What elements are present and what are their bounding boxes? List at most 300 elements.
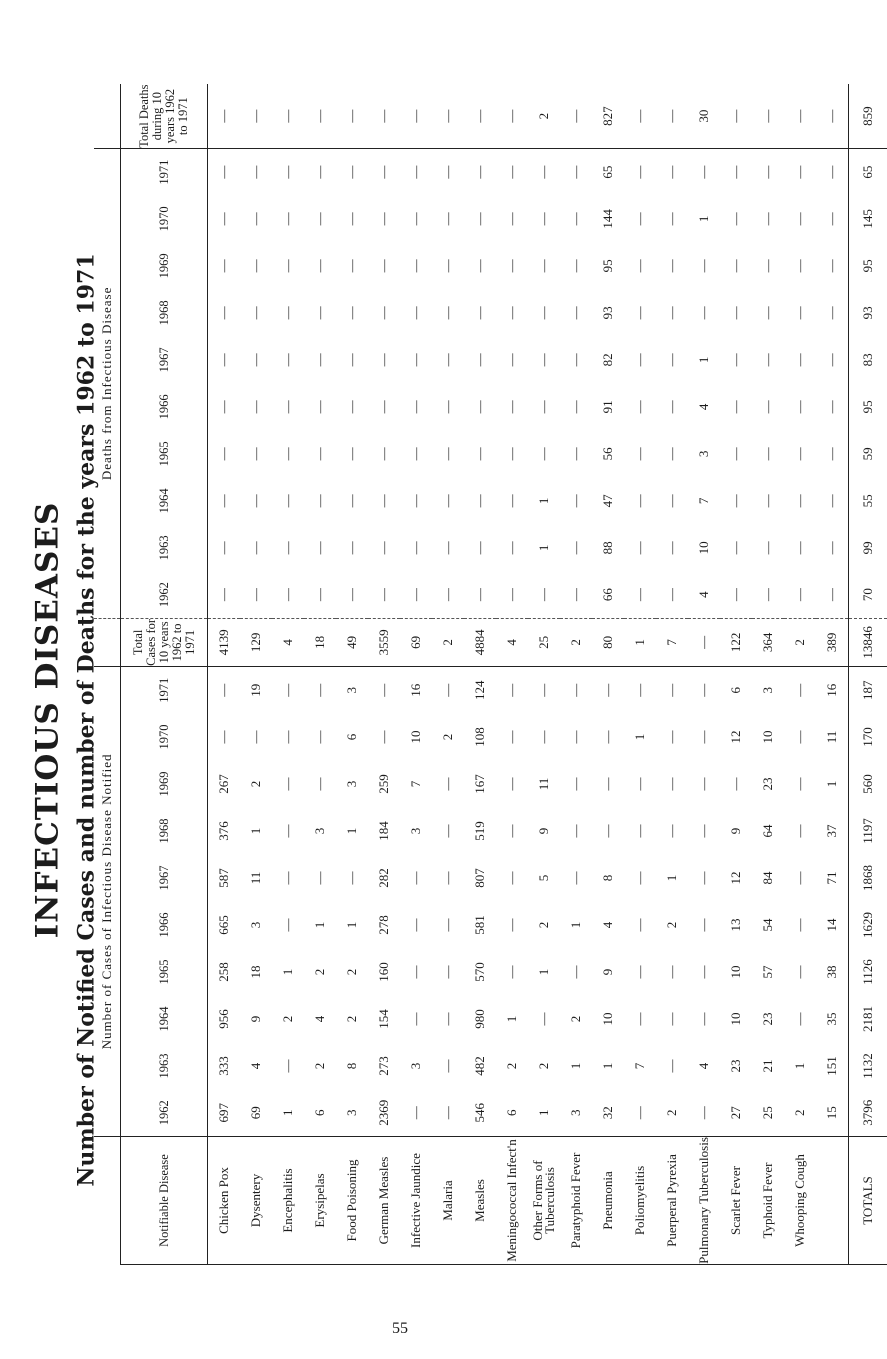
death-count-cell: — — [624, 571, 656, 618]
table-row — [688, 84, 720, 1264]
case-count-cell: 258 — [216, 962, 231, 982]
death-count-cell: — — [376, 306, 391, 320]
case-count-cell: — — [344, 871, 359, 885]
death-count-cell: — — [216, 400, 231, 414]
case-count-cell: 3 — [336, 1090, 368, 1137]
death-count-cell: — — [664, 447, 679, 461]
case-count-cell: 1 — [344, 921, 359, 929]
total-cases-cell: 80 — [592, 618, 624, 666]
case-count-cell: 18 — [248, 965, 263, 979]
disease-name: Poliomyelitis — [624, 1137, 656, 1265]
case-count-cell: 10 — [408, 730, 423, 744]
case-count-cell: 10 — [600, 1012, 615, 1026]
death-count-cell: — — [376, 541, 391, 555]
death-count-cell: — — [312, 259, 327, 273]
death-count-cell: — — [344, 259, 359, 273]
case-count-cell: 2 — [440, 733, 455, 741]
header-cases-year: 1966 — [121, 902, 208, 949]
death-count-cell: — — [560, 571, 592, 618]
case-count-cell: 64 — [760, 824, 775, 838]
case-count-cell: — — [280, 918, 295, 932]
disease-name: Dysentery — [240, 1137, 272, 1265]
death-count-cell: — — [792, 541, 807, 555]
death-count-cell: — — [728, 494, 743, 508]
disease-name: Chicken Pox — [208, 1137, 241, 1265]
table-row — [336, 84, 368, 1264]
case-count-cell: 2 — [568, 1015, 583, 1023]
total-cases-cell: 1 — [624, 618, 656, 666]
case-count-cell: 2 — [504, 1062, 519, 1070]
totals-deaths-cell: 93 — [849, 289, 887, 336]
death-count-cell: — — [728, 541, 743, 555]
total-cases-cell: 18 — [304, 618, 336, 666]
death-count-cell: — — [760, 494, 775, 508]
case-count-cell: 1 — [248, 827, 263, 835]
death-count-cell: — — [368, 571, 400, 618]
group-header-spacer-2 — [94, 618, 121, 666]
case-count-cell: 38 — [824, 965, 839, 979]
death-count-cell: — — [280, 212, 295, 226]
header-deaths-year: 1963 — [121, 524, 208, 571]
total-deaths-cell: — — [784, 84, 816, 148]
death-count-cell: — — [632, 212, 647, 226]
case-count-cell: — — [728, 777, 743, 791]
death-count-cell: — — [536, 306, 551, 320]
death-count-cell: — — [792, 165, 807, 179]
case-count-cell: 546 — [464, 1090, 496, 1137]
case-count-cell: 27 — [720, 1090, 752, 1137]
total-deaths-cell: — — [240, 84, 272, 148]
death-count-cell: — — [464, 571, 496, 618]
case-count-cell: — — [696, 965, 711, 979]
death-count-cell: — — [760, 306, 775, 320]
case-count-cell: — — [664, 1059, 679, 1073]
death-count-cell: 1 — [536, 497, 551, 505]
table-row — [816, 84, 849, 1264]
total-cases-cell: 3559 — [368, 618, 400, 666]
death-count-cell: — — [696, 165, 711, 179]
case-count-cell: 69 — [240, 1090, 272, 1137]
death-count-cell: — — [504, 212, 519, 226]
case-count-cell: 519 — [472, 821, 487, 841]
case-count-cell: — — [312, 730, 327, 744]
case-count-cell: 3 — [344, 780, 359, 788]
case-count-cell: 3 — [344, 686, 359, 694]
case-count-cell: — — [568, 824, 583, 838]
case-count-cell: 167 — [472, 774, 487, 794]
disease-name: Erysipelas — [304, 1137, 336, 1265]
total-cases-cell: 4139 — [208, 618, 241, 666]
death-count-cell: — — [536, 259, 551, 273]
case-count-cell: 57 — [760, 965, 775, 979]
case-count-cell: — — [504, 824, 519, 838]
death-count-cell: — — [792, 306, 807, 320]
case-count-cell: — — [696, 683, 711, 697]
totals-cases-cell: 1126 — [849, 949, 887, 996]
case-count-cell: — — [536, 683, 551, 697]
death-count-cell: — — [728, 353, 743, 367]
death-count-cell: — — [664, 259, 679, 273]
case-count-cell: — — [280, 730, 295, 744]
disease-name — [816, 1137, 849, 1265]
death-count-cell: — — [280, 447, 295, 461]
death-count-cell: — — [632, 400, 647, 414]
table-row — [720, 84, 752, 1264]
case-count-cell: 587 — [216, 868, 231, 888]
case-count-cell: — — [504, 730, 519, 744]
total-cases-cell: 49 — [336, 618, 368, 666]
death-count-cell: — — [336, 571, 368, 618]
total-deaths-cell: — — [560, 84, 592, 148]
death-count-cell: — — [664, 400, 679, 414]
death-count-cell: — — [472, 306, 487, 320]
death-count-cell: 7 — [696, 497, 711, 505]
death-count-cell: — — [664, 165, 679, 179]
case-count-cell: — — [312, 871, 327, 885]
death-count-cell: — — [408, 212, 423, 226]
case-count-cell: 9 — [248, 1015, 263, 1023]
death-count-cell: — — [728, 165, 743, 179]
case-count-cell: — — [568, 871, 583, 885]
table-row — [528, 84, 560, 1264]
case-count-cell: — — [536, 730, 551, 744]
case-count-cell: — — [664, 1012, 679, 1026]
death-count-cell: — — [568, 494, 583, 508]
death-count-cell: — — [792, 400, 807, 414]
death-count-cell: — — [248, 259, 263, 273]
death-count-cell: — — [376, 447, 391, 461]
death-count-cell: — — [408, 494, 423, 508]
death-count-cell: — — [504, 400, 519, 414]
case-count-cell: 2 — [784, 1090, 816, 1137]
case-count-cell: 2 — [664, 921, 679, 929]
death-count-cell: — — [632, 306, 647, 320]
death-count-cell: — — [216, 165, 231, 179]
case-count-cell: — — [696, 1012, 711, 1026]
case-count-cell: 84 — [760, 871, 775, 885]
case-count-cell: — — [792, 871, 807, 885]
death-count-cell: — — [408, 400, 423, 414]
death-count-cell: 47 — [600, 494, 615, 508]
death-count-cell: — — [568, 353, 583, 367]
death-count-cell: — — [312, 212, 327, 226]
death-count-cell: — — [824, 353, 839, 367]
death-count-cell: — — [400, 571, 432, 618]
case-count-cell: 15 — [816, 1090, 849, 1137]
death-count-cell: — — [440, 400, 455, 414]
grand-total-cases: 13846 — [849, 618, 887, 666]
death-count-cell: — — [376, 400, 391, 414]
death-count-cell: 56 — [600, 447, 615, 461]
case-count-cell: — — [248, 730, 263, 744]
header-deaths-year: 1967 — [121, 336, 208, 383]
case-count-cell: 10 — [760, 730, 775, 744]
case-count-cell: — — [504, 965, 519, 979]
death-count-cell: — — [312, 541, 327, 555]
death-count-cell: — — [760, 165, 775, 179]
case-count-cell: — — [408, 1012, 423, 1026]
case-count-cell: — — [792, 683, 807, 697]
case-count-cell: 2 — [312, 1062, 327, 1070]
header-cases-year: 1964 — [121, 996, 208, 1043]
death-count-cell: — — [632, 353, 647, 367]
case-count-cell: — — [312, 683, 327, 697]
case-count-cell: — — [664, 730, 679, 744]
case-count-cell: 12 — [728, 730, 743, 744]
case-count-cell: — — [408, 918, 423, 932]
death-count-cell: — — [536, 165, 551, 179]
total-deaths-cell: — — [496, 84, 528, 148]
case-count-cell: 2 — [536, 921, 551, 929]
case-count-cell: — — [376, 683, 391, 697]
case-count-cell: — — [792, 1012, 807, 1026]
case-count-cell: — — [624, 1090, 656, 1137]
totals-deaths-cell: 55 — [849, 477, 887, 524]
death-count-cell: — — [824, 212, 839, 226]
death-count-cell: — — [728, 259, 743, 273]
totals-deaths-cell: 65 — [849, 148, 887, 195]
total-cases-cell: 7 — [656, 618, 688, 666]
case-count-cell: — — [696, 824, 711, 838]
case-count-cell: 4 — [248, 1062, 263, 1070]
death-count-cell: 88 — [600, 541, 615, 555]
death-count-cell: — — [728, 400, 743, 414]
disease-name: Food Poisoning — [336, 1137, 368, 1265]
case-count-cell: — — [280, 824, 295, 838]
case-count-cell: 956 — [216, 1009, 231, 1029]
death-count-cell: — — [376, 259, 391, 273]
disease-name: German Measles — [368, 1137, 400, 1265]
case-count-cell: — — [792, 824, 807, 838]
case-count-cell: 10 — [728, 965, 743, 979]
death-count-cell: — — [280, 306, 295, 320]
total-deaths-cell: — — [816, 84, 849, 148]
death-count-cell: — — [536, 353, 551, 367]
case-count-cell: 6 — [344, 733, 359, 741]
death-count-cell: — — [504, 447, 519, 461]
total-deaths-cell: — — [272, 84, 304, 148]
death-count-cell: — — [216, 353, 231, 367]
disease-name: Paratyphoid Fever — [560, 1137, 592, 1265]
death-count-cell: — — [376, 212, 391, 226]
death-count-cell: 144 — [600, 209, 615, 229]
total-deaths-cell: — — [368, 84, 400, 148]
case-count-cell: 37 — [824, 824, 839, 838]
death-count-cell: — — [824, 447, 839, 461]
case-count-cell: — — [280, 1059, 295, 1073]
grand-total-deaths: 859 — [849, 84, 887, 148]
case-count-cell: 13 — [728, 918, 743, 932]
totals-deaths-cell: 95 — [849, 383, 887, 430]
death-count-cell: — — [280, 165, 295, 179]
case-count-cell: — — [440, 1012, 455, 1026]
case-count-cell: 581 — [472, 915, 487, 935]
header-deaths-year: 1964 — [121, 477, 208, 524]
case-count-cell: — — [632, 824, 647, 838]
case-count-cell: 1 — [312, 921, 327, 929]
total-deaths-cell: — — [720, 84, 752, 148]
case-count-cell: 2 — [344, 1015, 359, 1023]
death-count-cell: — — [248, 306, 263, 320]
death-count-cell: — — [312, 447, 327, 461]
case-count-cell: 259 — [376, 774, 391, 794]
death-count-cell: — — [568, 165, 583, 179]
death-count-cell: — — [208, 571, 241, 618]
total-cases-cell: 122 — [720, 618, 752, 666]
total-deaths-cell: — — [432, 84, 464, 148]
death-count-cell: 4 — [696, 403, 711, 411]
disease-name: Puerperal Pyrexia — [656, 1137, 688, 1265]
death-count-cell: — — [376, 353, 391, 367]
case-count-cell: — — [600, 824, 615, 838]
death-count-cell: — — [696, 259, 711, 273]
death-count-cell: — — [824, 494, 839, 508]
death-count-cell: — — [720, 571, 752, 618]
death-count-cell: — — [504, 165, 519, 179]
case-count-cell: 8 — [344, 1062, 359, 1070]
totals-deaths-cell: 59 — [849, 430, 887, 477]
case-count-cell: 10 — [728, 1012, 743, 1026]
death-count-cell: 1 — [696, 356, 711, 364]
total-deaths-cell: — — [400, 84, 432, 148]
case-count-cell: 2 — [280, 1015, 295, 1023]
death-count-cell: — — [792, 447, 807, 461]
case-count-cell: — — [632, 777, 647, 791]
death-count-cell: — — [792, 494, 807, 508]
death-count-cell: — — [408, 541, 423, 555]
death-count-cell: — — [760, 541, 775, 555]
death-count-cell: — — [568, 447, 583, 461]
death-count-cell: — — [440, 353, 455, 367]
total-cases-cell: 4884 — [464, 618, 496, 666]
table-row — [752, 84, 784, 1264]
death-count-cell: — — [632, 165, 647, 179]
death-count-cell: — — [664, 353, 679, 367]
case-count-cell: — — [696, 777, 711, 791]
case-count-cell: — — [696, 918, 711, 932]
death-count-cell: — — [504, 353, 519, 367]
group-header-spacer-3 — [94, 84, 121, 148]
death-count-cell: — — [632, 494, 647, 508]
case-count-cell: 9 — [600, 968, 615, 976]
death-count-cell: — — [824, 400, 839, 414]
death-count-cell: — — [344, 447, 359, 461]
death-count-cell: — — [440, 447, 455, 461]
totals-cases-cell: 1629 — [849, 902, 887, 949]
case-count-cell: 1 — [272, 1090, 304, 1137]
death-count-cell: — — [440, 165, 455, 179]
case-count-cell: 6 — [728, 686, 743, 694]
case-count-cell: 1 — [664, 874, 679, 882]
death-count-cell: — — [760, 353, 775, 367]
case-count-cell: — — [632, 683, 647, 697]
case-count-cell: — — [600, 730, 615, 744]
header-deaths-year: 1965 — [121, 430, 208, 477]
case-count-cell: — — [280, 683, 295, 697]
totals-cases-cell: 1132 — [849, 1043, 887, 1090]
case-count-cell: — — [280, 777, 295, 791]
header-cases-year: 1962 — [121, 1090, 208, 1137]
header-cases-year: 1965 — [121, 949, 208, 996]
table-row — [240, 84, 272, 1264]
case-count-cell: 3 — [760, 686, 775, 694]
death-count-cell: — — [248, 494, 263, 508]
header-deaths-year: 1968 — [121, 289, 208, 336]
case-count-cell: — — [408, 965, 423, 979]
death-count-cell: — — [504, 259, 519, 273]
case-count-cell: 1 — [568, 921, 583, 929]
case-count-cell: — — [312, 777, 327, 791]
death-count-cell: — — [664, 541, 679, 555]
disease-name: Other Forms of Tuberculosis — [528, 1137, 560, 1265]
table-row — [432, 84, 464, 1264]
case-count-cell: — — [376, 730, 391, 744]
death-count-cell: — — [312, 494, 327, 508]
case-count-cell: 2 — [656, 1090, 688, 1137]
total-deaths-cell: — — [656, 84, 688, 148]
death-count-cell: — — [792, 259, 807, 273]
death-count-cell: — — [408, 306, 423, 320]
case-count-cell: 32 — [592, 1090, 624, 1137]
case-count-cell: 333 — [216, 1056, 231, 1076]
total-deaths-cell: — — [208, 84, 241, 148]
table-row — [272, 84, 304, 1264]
death-count-cell: — — [216, 306, 231, 320]
header-cases-year: 1969 — [121, 761, 208, 808]
disease-name: Meningococcal Infect'n — [496, 1137, 528, 1265]
death-count-cell: — — [528, 571, 560, 618]
total-cases-cell: 389 — [816, 618, 849, 666]
header-deaths-year: 1971 — [121, 148, 208, 195]
death-count-cell: 1 — [696, 215, 711, 223]
total-cases-cell: 4 — [272, 618, 304, 666]
case-count-cell: — — [504, 683, 519, 697]
case-count-cell: 1 — [344, 827, 359, 835]
total-deaths-cell: — — [752, 84, 784, 148]
death-count-cell: — — [216, 259, 231, 273]
death-count-cell: — — [248, 541, 263, 555]
death-count-cell: — — [280, 494, 295, 508]
case-count-cell: 54 — [760, 918, 775, 932]
totals-cases-cell: 1197 — [849, 808, 887, 855]
death-count-cell: — — [472, 259, 487, 273]
case-count-cell: 4 — [696, 1062, 711, 1070]
case-count-cell: — — [792, 965, 807, 979]
death-count-cell: — — [472, 353, 487, 367]
death-count-cell: — — [824, 541, 839, 555]
death-count-cell: — — [504, 306, 519, 320]
case-count-cell: 7 — [632, 1062, 647, 1070]
death-count-cell: — — [824, 165, 839, 179]
case-count-cell: 8 — [600, 874, 615, 882]
case-count-cell: 2 — [344, 968, 359, 976]
case-count-cell: 6 — [304, 1090, 336, 1137]
death-count-cell: — — [440, 541, 455, 555]
death-count-cell: — — [504, 541, 519, 555]
table-row — [208, 84, 241, 1264]
header-cases-year: 1970 — [121, 714, 208, 761]
total-deaths-cell: — — [464, 84, 496, 148]
totals-label: TOTALS — [849, 1137, 887, 1265]
death-count-cell: — — [472, 541, 487, 555]
death-count-cell: — — [248, 400, 263, 414]
case-count-cell: — — [632, 1012, 647, 1026]
case-count-cell: 697 — [208, 1090, 241, 1137]
table-row — [496, 84, 528, 1264]
totals-cases-cell: 1868 — [849, 855, 887, 902]
header-deaths-year: 1969 — [121, 242, 208, 289]
case-count-cell: — — [568, 965, 583, 979]
